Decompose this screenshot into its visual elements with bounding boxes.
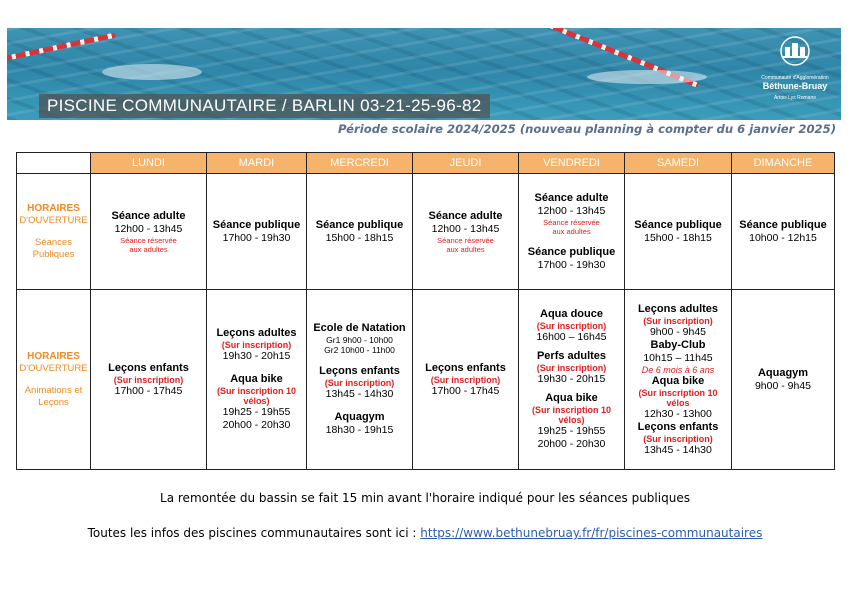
row-label-sub: Animations et: [24, 384, 83, 396]
animations-row: [17, 290, 835, 470]
session-title: Leçons enfants: [637, 420, 719, 433]
period-subtitle: Période scolaire 2024/2025 (nouveau planning à compter du 6 janvier 2025): [337, 122, 836, 136]
session-title: Baby-Club: [650, 338, 706, 351]
registration-note: vélos): [558, 415, 585, 425]
session-note: Séance réservée: [120, 235, 177, 245]
session-title: Séance publique: [739, 218, 827, 231]
registration-note: (Sur inscription): [643, 433, 713, 444]
registration-note: (Sur inscription): [643, 315, 713, 326]
session-hours: 10h00 - 12h15: [749, 231, 817, 244]
session-hours: 17h00 - 19h30: [222, 231, 291, 244]
row-label-public: [17, 174, 91, 290]
session-hours: 17h00 - 17h45: [114, 384, 183, 397]
anim-cell-mardi: [207, 290, 307, 470]
registration-note: (Sur inscription): [113, 374, 184, 385]
session-hours: 20h00 - 20h30: [537, 438, 606, 450]
registration-note: (Sur inscription): [324, 378, 395, 388]
session-note: aux adultes: [129, 244, 168, 254]
row-label-animations: [17, 290, 91, 470]
corner-cell: [17, 153, 91, 174]
castle-icon: [773, 36, 817, 66]
session-hours: 16h00 – 16h45: [536, 331, 607, 343]
registration-note: (Sur inscription): [430, 374, 501, 385]
session-hours: 9h00 - 9h45: [754, 379, 812, 392]
header-banner: [7, 28, 841, 120]
session-title: Aqua bike: [230, 373, 283, 385]
day-header-row: [17, 153, 835, 174]
session-title: Leçons adultes: [637, 302, 719, 315]
registration-note: (Sur inscription 10: [638, 387, 718, 398]
session-title: Aqua douce: [540, 308, 603, 320]
session-title: Séance adulte: [428, 209, 503, 222]
registration-note: (Sur inscription 10: [531, 405, 611, 415]
public-cell-vendredi: [519, 174, 625, 290]
footer-note: La remontée du bassin se fait 15 min avant l'horaire indiqué pour les séances publiques: [160, 491, 690, 505]
agglomeration-logo: [755, 36, 835, 101]
public-cell-samedi: [625, 174, 732, 290]
session-hours: 20h00 - 20h30: [222, 419, 291, 431]
anim-cell-mercredi: [307, 290, 413, 470]
session-hours: 12h00 - 13h45: [114, 222, 183, 235]
day-header-lundi: LUNDI: [91, 153, 207, 174]
row-label-title: D'OUVERTURE: [19, 214, 88, 226]
session-hours: 13h45 - 14h30: [325, 388, 394, 400]
session-title: Leçons enfants: [425, 361, 506, 374]
registration-note: (Sur inscription): [536, 363, 607, 373]
session-hours: 13h45 - 14h30: [644, 443, 712, 456]
anim-cell-dimanche: [732, 290, 835, 470]
day-header-mardi: MARDI: [207, 153, 307, 174]
session-hours: 19h25 - 19h55: [537, 425, 606, 437]
session-note: Séance réservée: [543, 217, 600, 227]
day-header-samedi: SAMEDI: [625, 153, 732, 174]
session-hours: 10h15 – 11h45: [643, 351, 713, 364]
session-title: Ecole de Natation: [313, 322, 406, 334]
public-cell-dimanche: [732, 174, 835, 290]
row-label-sub: Publiques: [32, 248, 75, 260]
day-header-mercredi: MERCREDI: [307, 153, 413, 174]
session-note: aux adultes: [552, 226, 591, 236]
website-link[interactable]: https://www.bethunebruay.fr/fr/piscines-communautaires: [420, 526, 763, 540]
session-title: Leçons adultes: [216, 327, 297, 339]
age-note: De 6 mois à 6 ans: [641, 364, 715, 375]
session-title: Perfs adultes: [536, 350, 607, 362]
session-hours: 15h00 - 18h15: [644, 231, 712, 244]
footer-info-text: Toutes les infos des piscines communautaires sont ici :: [87, 526, 421, 540]
session-hours: 19h30 - 20h15: [222, 350, 291, 362]
session-title: Séance publique: [212, 218, 301, 231]
row-label-sub: Leçons: [38, 396, 69, 408]
row-label-title: D'OUVERTURE: [19, 362, 88, 374]
session-hours: 19h30 - 20h15: [537, 373, 606, 385]
session-hours: 9h00 - 9h45: [649, 325, 707, 338]
anim-cell-samedi: [625, 290, 732, 470]
swimmer-shape: [587, 70, 707, 84]
session-title: Séance publique: [527, 245, 616, 258]
logo-subname: Artois Lys Romane: [773, 95, 817, 101]
session-hours: 17h00 - 17h45: [431, 384, 500, 397]
anim-cell-lundi: [91, 290, 207, 470]
session-hours: 12h00 - 13h45: [537, 204, 606, 217]
session-title: Séance publique: [315, 218, 404, 231]
registration-note: (Sur inscription 10: [216, 386, 296, 396]
session-title: Aqua bike: [651, 374, 705, 387]
session-note: aux adultes: [446, 244, 485, 254]
registration-note: vélos: [666, 397, 690, 408]
group-hours: Gr2 10h00 - 11h00: [324, 345, 395, 355]
page-title: PISCINE COMMUNAUTAIRE / BARLIN 03-21-25-96-82: [39, 94, 490, 118]
schedule-table: [16, 152, 835, 470]
swimmer-shape: [102, 64, 202, 80]
session-title: Aquagym: [334, 411, 385, 423]
session-title: Séance adulte: [111, 209, 186, 222]
public-cell-jeudi: [413, 174, 519, 290]
session-title: Leçons enfants: [319, 365, 400, 377]
session-hours: 18h30 - 19h15: [325, 424, 394, 436]
session-title: Aquagym: [757, 366, 809, 379]
logo-caption: Communauté d'Agglomération: [761, 75, 829, 81]
lane-rope: [7, 33, 116, 65]
registration-note: (Sur inscription): [221, 340, 292, 350]
row-label-title: HORAIRES: [27, 350, 80, 362]
session-hours: 12h30 - 13h00: [644, 407, 712, 420]
public-cell-mardi: [207, 174, 307, 290]
session-title: Séance publique: [634, 218, 722, 231]
row-label-title: HORAIRES: [27, 202, 80, 214]
anim-cell-jeudi: [413, 290, 519, 470]
public-cell-lundi: [91, 174, 207, 290]
session-title: Leçons enfants: [108, 361, 189, 374]
row-label-sub: Séances: [35, 236, 72, 248]
anim-cell-vendredi: [519, 290, 625, 470]
registration-note: vélos): [243, 396, 270, 406]
session-hours: 19h25 - 19h55: [222, 406, 291, 418]
day-header-dimanche: DIMANCHE: [732, 153, 835, 174]
session-note: Séance réservée: [437, 235, 494, 245]
day-header-vendredi: VENDREDI: [519, 153, 625, 174]
session-hours: 17h00 - 19h30: [537, 258, 606, 271]
public-sessions-row: [17, 174, 835, 290]
registration-note: (Sur inscription): [536, 321, 607, 331]
public-cell-mercredi: [307, 174, 413, 290]
day-header-jeudi: JEUDI: [413, 153, 519, 174]
session-hours: 12h00 - 13h45: [431, 222, 500, 235]
session-title: Aqua bike: [545, 392, 598, 404]
session-hours: 15h00 - 18h15: [325, 231, 394, 244]
session-title: Séance adulte: [534, 191, 609, 204]
logo-name: Béthune-Bruay: [762, 81, 828, 91]
group-hours: Gr1 9h00 - 10h00: [326, 335, 393, 345]
footer-info: [0, 526, 850, 540]
